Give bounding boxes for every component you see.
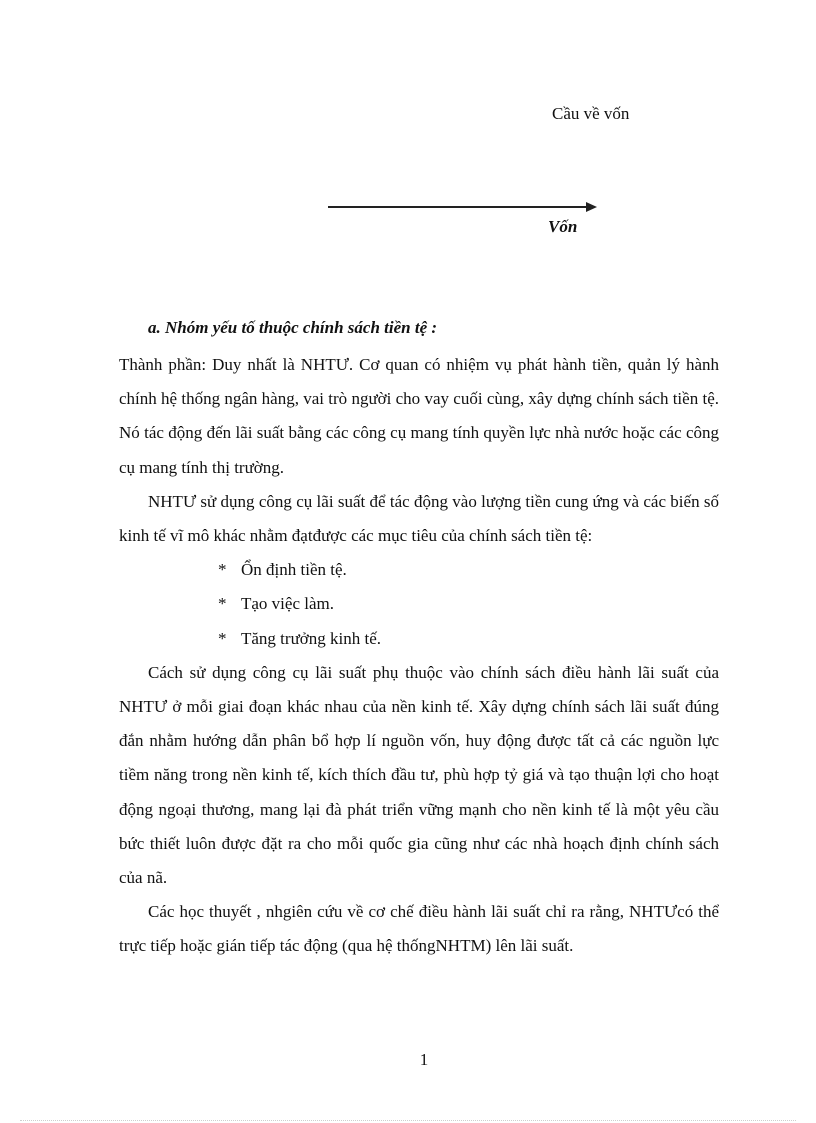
section-heading: a. Nhóm yếu tố thuộc chính sách tiền tệ : bbox=[148, 318, 438, 337]
bullet-star-icon: * bbox=[218, 628, 227, 648]
page-bottom-divider bbox=[20, 1120, 796, 1121]
body-text bbox=[119, 348, 719, 964]
page-number: 1 bbox=[419, 1050, 429, 1069]
bullet-star-icon: * bbox=[218, 560, 227, 580]
paragraph-tools: NHTƯ sử dụng công cụ lãi suất để tác động vào lượng tiền cung ứng và các biến số kinh tế vĩ mô khác nhằm đạtđược các mục tiêu của chính sách tiền tệ: bbox=[119, 491, 719, 546]
curve-label: Cầu về vốn bbox=[552, 104, 630, 123]
objectives-list bbox=[119, 553, 719, 656]
axis-label: Vốn bbox=[548, 217, 578, 236]
paragraph-usage: Cách sử dụng công cụ lãi suất phụ thuộc vào chính sách điều hành lãi suất của NHTƯ ở mỗi giai đoạn khác nhau của nền kinh tế. Xây dựng chính sách lãi suất đúng đắn nhằm hướng dẫn phân bổ hợp lí nguồn vốn, huy động được tất cả các nguồn lực tiềm năng trong nền kinh tế, kích thích đầu tư, phù hợp tỷ giá và tạo thuận lợi cho hoạt động ngoại thương, mang lại đà phát triển vững mạnh cho nền kinh tế là một yêu cầu bức thiết luôn được đặt ra cho mỗi quốc gia cũng như các nhà hoạch định chính sách của nã. bbox=[119, 662, 719, 888]
bullet-star-icon: * bbox=[218, 594, 227, 614]
list-item: * Tạo việc làm. bbox=[218, 587, 719, 621]
paragraph-theories: Các học thuyết , nhgiên cứu về cơ chế điều hành lãi suất chỉ ra rằng, NHTƯcó thể trực tiếp hoặc gián tiếp tác động (qua hệ thốngNHTM) lên lãi suất. bbox=[119, 902, 719, 956]
list-item: * Ổn định tiền tệ. bbox=[218, 553, 719, 587]
list-item: * Tăng trưởng kinh tế. bbox=[218, 622, 719, 656]
axis-arrow-icon bbox=[586, 202, 597, 212]
paragraph-components: Thành phần: Duy nhất là NHTƯ. Cơ quan có nhiệm vụ phát hành tiền, quản lý hành chính hệ thống ngân hàng, vai trò người cho vay cuối cùng, xây dựng chính sách tiền tệ. Nó tác động đến lãi suất bằng các công cụ mang tính quyền lực nhà nước hoặc các công cụ mang tính thị trường. bbox=[119, 355, 719, 477]
horizontal-axis-line bbox=[328, 206, 590, 208]
